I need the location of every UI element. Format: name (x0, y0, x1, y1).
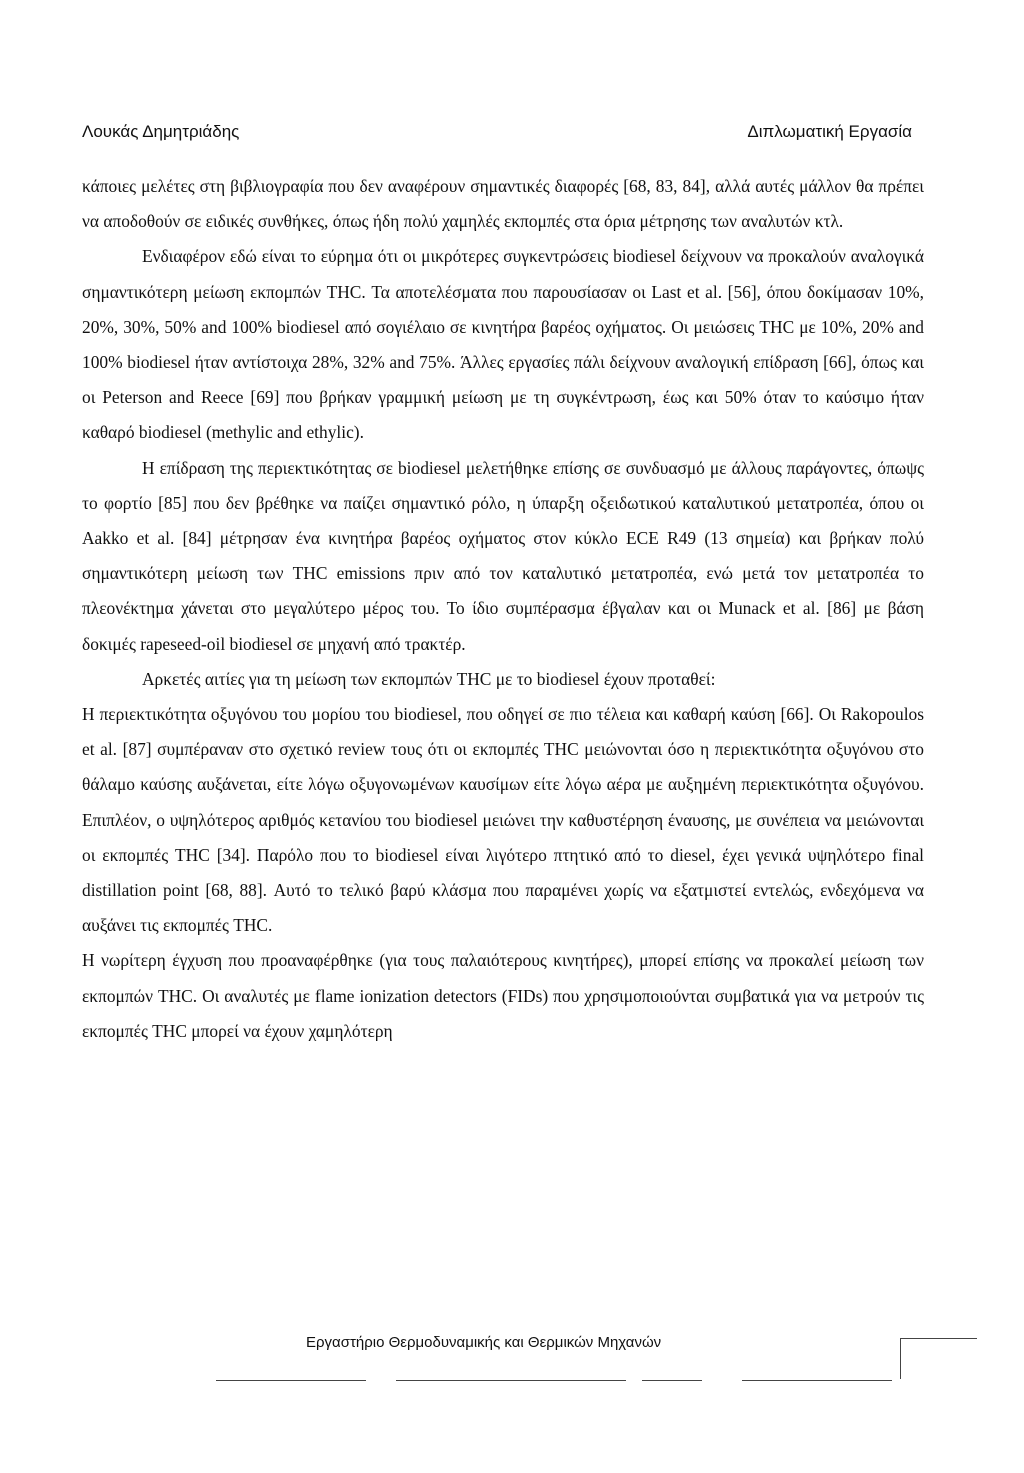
body-text (82, 169, 924, 1049)
paragraph: Η περιεκτικότητα οξυγόνου του μορίου του biodiesel, που οδηγεί σε πιο τέλεια και καθαρή καύση [66]. Οι Rakopoulos et al. [87] συμπέραναν στο σχετικό review τους ότι οι εκπομπές THC μειώνονται όσο η περιεκτικότητα οξυγόνου στο θάλαμο καύσης αυξάνεται, είτε λόγω οξυγονωμένων καυσίμων είτε λόγω αέρα με αυξημένη περιεκτικότητα οξυγόνου. Επιπλέον, ο υψηλότερος αριθμός κετανίου του biodiesel μειώνει την καθυστέρηση έναυσης, με συνέπεια να μειώνονται οι εκπομπές THC [34]. Παρόλο που το biodiesel είναι λιγότερο πτητικό από το diesel, έχει γενικά υψηλότερο final distillation point [68, 88]. Αυτό το τελικό βαρύ κλάσμα που παραμένει χωρίς να εξατμιστεί εντελώς, ενδεχόμενα να αυξάνει τις εκπομπές THC. (82, 704, 924, 936)
paragraph: κάποιες μελέτες στη βιβλιογραφία που δεν αναφέρουν σημαντικές διαφορές [68, 83, 84], αλλά αυτές μάλλον θα πρέπει να αποδοθούν σε ειδικές συνθήκες, όπως ήδη πολύ χαμηλές εκπομπές στα όρια μέτρησης των αναλυτών κτλ. (82, 176, 924, 232)
footer-rule (216, 1380, 366, 1381)
page-header (82, 122, 912, 148)
lab-name: Εργαστήριο Θερμοδυναμικής και Θερμικών Μηχανών (306, 1334, 662, 1351)
paragraph: Η νωρίτερη έγχυση που προαναφέρθηκε (για τους παλαιότερους κινητήρες), μπορεί επίσης να προκαλεί μείωση των εκπομπών THC. Οι αναλυτές με flame ionization detectors (FIDs) που χρησιμοποιούνται συμβατικά για να μετρούν τις εκπομπές THC μπορεί να έχουν χαμηλότερη (82, 950, 924, 1041)
paragraph: Ενδιαφέρον εδώ είναι το εύρημα ότι οι μικρότερες συγκεντρώσεις biodiesel δείχνουν να προκαλούν αναλογικά σημαντικότερη μείωση εκπομπών THC. Τα αποτελέσματα που παρουσίασαν οι Last et al. [56], όπου δοκίμασαν 10%, 20%, 30%, 50% and 100% biodiesel από σογιέλαιο σε κινητήρα βαρέος οχήματος. Οι μειώσεις THC με 10%, 20% and 100% biodiesel ήταν αντίστοιχα 28%, 32% and 75%. Άλλες εργασίες πάλι δείχνουν αναλογική επίδραση [66], όπως και οι Peterson and Reece [69] που βρήκαν γραμμική μείωση με τη συγκέντρωση, έως και 50% όταν το καύσιμο ήταν καθαρό biodiesel (methylic and ethylic). (82, 246, 924, 443)
footer-rule (742, 1380, 892, 1381)
author-name: Λουκάς Δημητριάδης (82, 122, 240, 141)
page-footer (82, 1334, 982, 1394)
footer-corner-mark (900, 1338, 977, 1379)
footer-rule (642, 1380, 702, 1381)
footer-rule (396, 1380, 626, 1381)
paragraph: Η επίδραση της περιεκτικότητας σε biodiesel μελετήθηκε επίσης σε συνδυασμό με άλλους παράγοντες, όπωψς το φορτίο [85] που δεν βρέθηκε να παίζει σημαντικό ρόλο, η ύπαρξη οξειδωτικού καταλυτικού μετατροπέα, όπου οι Aakko et al. [84] μέτρησαν ένα κινητήρα βαρέος οχήματος στον κύκλο ECE R49 (13 σημεία) και βρήκαν πολύ σημαντικότερη μείωση των THC emissions πριν από τον καταλυτικό μετατροπέα, ενώ μετά τον μετατροπέα το πλεονέκτημα χάνεται στο μεγαλύτερο μέρος του. Το ίδιο συμπέρασμα έβγαλαν και οι Munack et al. [86] με βάση δοκιμές rapeseed-oil biodiesel σε μηχανή από τρακτέρ. (82, 457, 924, 654)
document-type: Διπλωματική Εργασία (747, 122, 912, 141)
paragraph: Αρκετές αιτίες για τη μείωση των εκπομπών THC με το biodiesel έχουν προταθεί: (142, 668, 716, 689)
